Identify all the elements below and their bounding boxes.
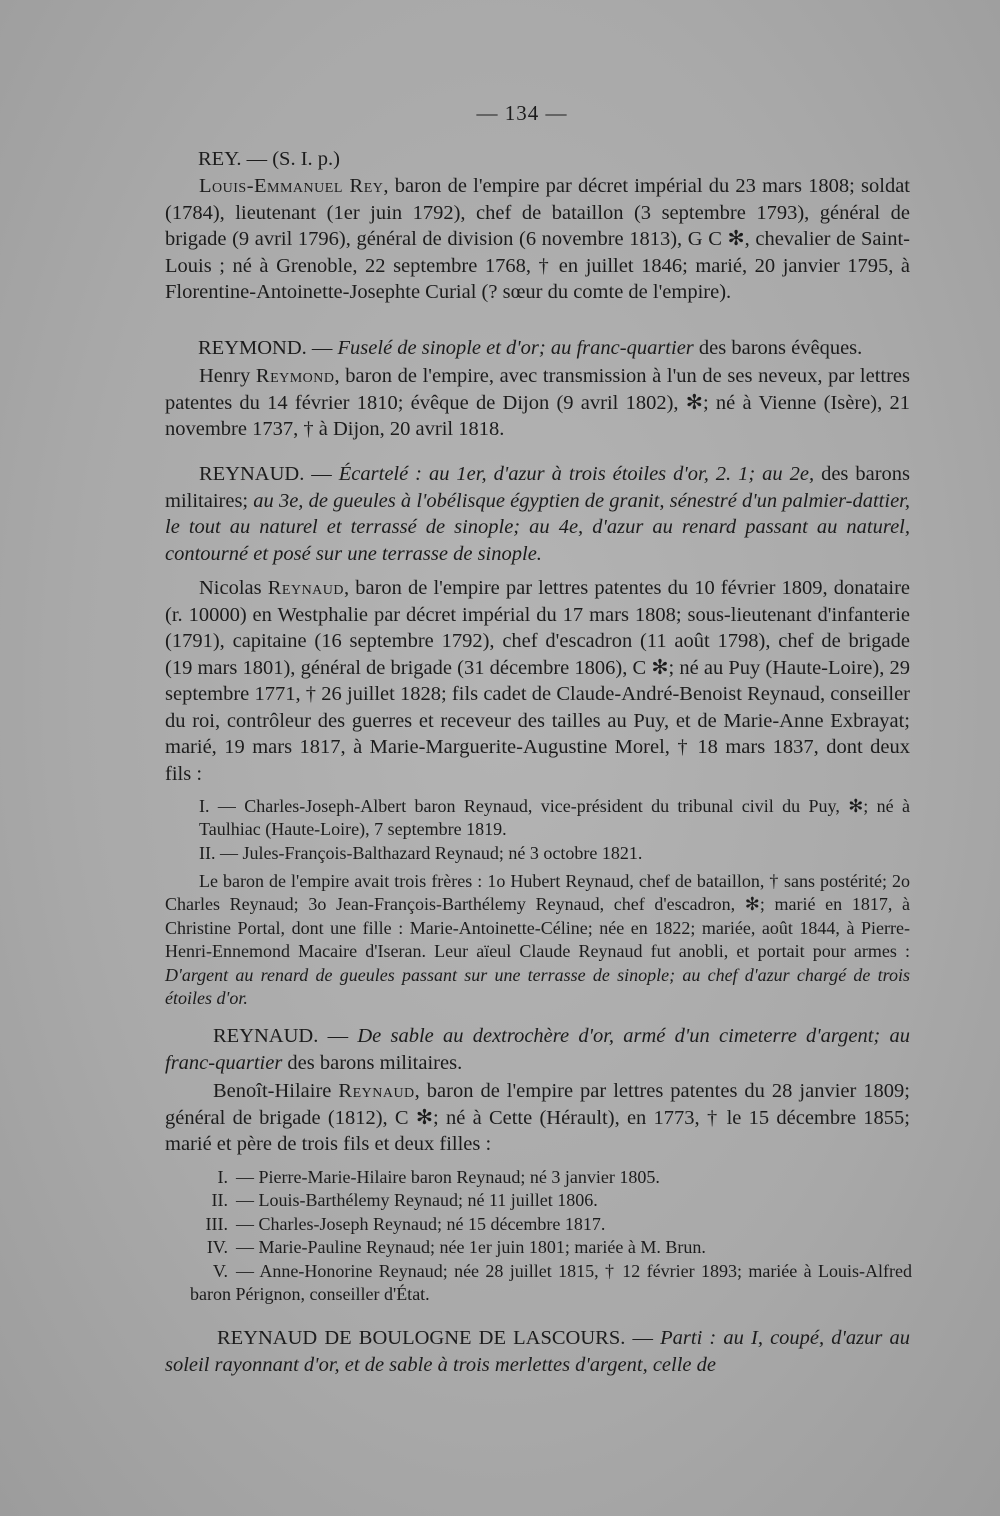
heading-name: REYNAUD. — bbox=[199, 463, 339, 485]
heading-arms: Parti : au I, coupé, d'azur au soleil rayonnant d'or, et de sable à trois merlettes d'argent, celle de bbox=[165, 1327, 910, 1376]
entry-text: , baron de l'empire par lettres patentes du 10 février 1809, donataire (r. 10000) en Westphalie par décret impérial du 17 mars 1808; sous-lieutenant d'infanterie (1791), capitaine (16 septembre 1792), chef d'escadron (11 août 1798), chef de brigade (19 mars 1801), général de brigade (31 décembre 1806), C ✻; né au Puy (Haute-Loire), 29 septembre 1771, † 26 juillet 1828; fils cadet de Claude-André-Benoist Reynaud, conseiller du roi, contrôleur des guerres et receveur des tailles au Puy, et de Marie-Anne Exbrayat; marié, 19 mars 1817, à Marie-Marguerite-Augustine Morel, † 18 mars 1837, dont deux fils : bbox=[165, 577, 911, 785]
person-name: Reynaud bbox=[338, 1080, 415, 1102]
entry-body-reynaud-1 bbox=[165, 575, 910, 787]
entry-heading-rey: REY. — (S. I. p.) bbox=[198, 148, 340, 170]
sons-list bbox=[165, 795, 910, 865]
heading-name: REYNAUD DE BOULOGNE DE LASCOURS. — bbox=[217, 1327, 661, 1349]
heading-arms: Fuselé de sinople et d'or; au franc-quartier bbox=[337, 337, 694, 359]
heading-tail: des barons militaires. bbox=[282, 1051, 463, 1074]
list-item bbox=[190, 1213, 912, 1236]
list-text: — Charles-Joseph Reynaud; né 15 décembre 1817. bbox=[236, 1213, 606, 1234]
list-number: III. bbox=[205, 1213, 228, 1234]
note-arms: D'argent au renard de gueules passant sur une terrasse de sinople; au chef d'azur chargé de trois étoiles d'or. bbox=[165, 964, 910, 1009]
list-text: — Charles-Joseph-Albert baron Reynaud, vice-président du tribunal civil du Puy, ✻; né à Taulhiac (Haute-Loire), 7 septembre 1819. bbox=[199, 796, 911, 840]
first-name: Benoît-Hilaire bbox=[213, 1080, 339, 1102]
list-item bbox=[165, 842, 910, 865]
heading-arms: Écartelé : au 1er, d'azur à trois étoiles d'or, 2. 1; au 2e, bbox=[338, 463, 815, 485]
list-number: I. bbox=[199, 796, 210, 816]
page-number: — 134 — bbox=[476, 101, 568, 125]
list-text: — Pierre-Marie-Hilaire baron Reynaud; né 3 janvier 1805. bbox=[236, 1167, 660, 1187]
note-text: Le baron de l'empire avait trois frères : 1o Hubert Reynaud, chef de bataillon, † sans postérité; 2o Charles Reynaud; 3o Jean-François-Barthélemy Reynaud, chef d'escadron, ✻; marié en 1817, à Christine Portal, dont une fille : Marie-Antoinette-Céline; née en 1822; mariée, août 1844, à Pierre-Henri-Ennemond Macaire d'Iseran. Leur aïeul Claude Reynaud fut anobli, et portait pour armes : bbox=[165, 871, 910, 962]
heading-tail: des barons évêques. bbox=[693, 337, 863, 359]
list-item bbox=[165, 795, 910, 842]
entry-body-reynaud-2 bbox=[165, 1078, 910, 1158]
list-number: IV. bbox=[206, 1237, 228, 1258]
person-name: Reymond bbox=[255, 365, 335, 387]
list-number: I. bbox=[217, 1167, 228, 1187]
list-item bbox=[190, 1166, 912, 1189]
entry-text: , baron de l'empire par décret impérial du 23 mars 1808; soldat (1784), lieutenant (1er juin 1792), chef de bataillon (3 septembre 1793), général de brigade (9 avril 1796), général de division (6 novembre 1813), G C ✻, chevalier de Saint-Louis ; né à Grenoble, 22 septembre 1768, † en juillet 1846; marié, 20 janvier 1795, à Florentine-Antoinette-Josephte Curial (? sœur du comte de l'empire). bbox=[165, 175, 910, 303]
heading-name: REYMOND. — bbox=[198, 337, 338, 359]
entry-body-rey bbox=[165, 173, 910, 306]
list-number: V. bbox=[212, 1260, 228, 1281]
list-item bbox=[190, 1260, 912, 1307]
entry-text: , baron de l'empire, avec transmission à l'un de ses neveux, par lettres patentes du 14 février 1810; évêque de Dijon (9 avril 1802), ✻; né à Vienne (Isère), 21 novembre 1737, † à Dijon, 20 avril 1818. bbox=[165, 365, 911, 440]
heading-name: REYNAUD. — bbox=[213, 1025, 358, 1047]
family-note bbox=[165, 870, 910, 1010]
list-item bbox=[190, 1189, 912, 1212]
children-list bbox=[190, 1166, 912, 1306]
entry-heading-reymond bbox=[198, 335, 910, 362]
person-name: Louis-Emmanuel Rey bbox=[199, 175, 384, 197]
person-name: Reynaud bbox=[267, 577, 345, 599]
heading-arms-2: au 3e, de gueules à l'obélisque égyptien de granit, sénestré d'un palmier-dattier, le tout au naturel et terrassé de sinople; au 4e, d'azur au renard passant au naturel, contourné et posé sur une terrasse de sinople. bbox=[165, 489, 911, 565]
entry-heading-reynaud-lascours bbox=[165, 1325, 910, 1378]
first-name: Nicolas bbox=[199, 577, 268, 599]
list-text: — Anne-Honorine Reynaud; née 28 juillet 1815, † 12 février 1893; mariée à Louis-Alfred baron Pérignon, conseiller d'État. bbox=[190, 1260, 912, 1305]
entry-body-reymond bbox=[165, 363, 910, 443]
list-text: — Marie-Pauline Reynaud; née 1er juin 1801; mariée à M. Brun. bbox=[236, 1237, 706, 1258]
list-text: — Jules-François-Balthazard Reynaud; né 3 octobre 1821. bbox=[220, 842, 643, 863]
first-name: Henry bbox=[199, 365, 256, 387]
heading-arms: De sable au dextrochère d'or, armé d'un cimeterre d'argent; au franc-quartier bbox=[165, 1025, 911, 1074]
entry-text: , baron de l'empire par lettres patentes du 28 janvier 1809; général de brigade (1812), C ✻; né à Cette (Hérault), en 1773, † le 15 décembre 1855; marié et père de trois fils et deux filles : bbox=[165, 1080, 910, 1155]
entry-heading-reynaud-1 bbox=[165, 461, 910, 567]
list-item bbox=[190, 1236, 912, 1259]
list-number: II. bbox=[211, 1190, 228, 1211]
list-number: II. bbox=[199, 842, 216, 863]
entry-heading-reynaud-2 bbox=[165, 1023, 910, 1076]
heading-mid: des barons militaires; bbox=[165, 463, 911, 512]
list-text: — Louis-Barthélemy Reynaud; né 11 juillet 1806. bbox=[236, 1190, 598, 1211]
